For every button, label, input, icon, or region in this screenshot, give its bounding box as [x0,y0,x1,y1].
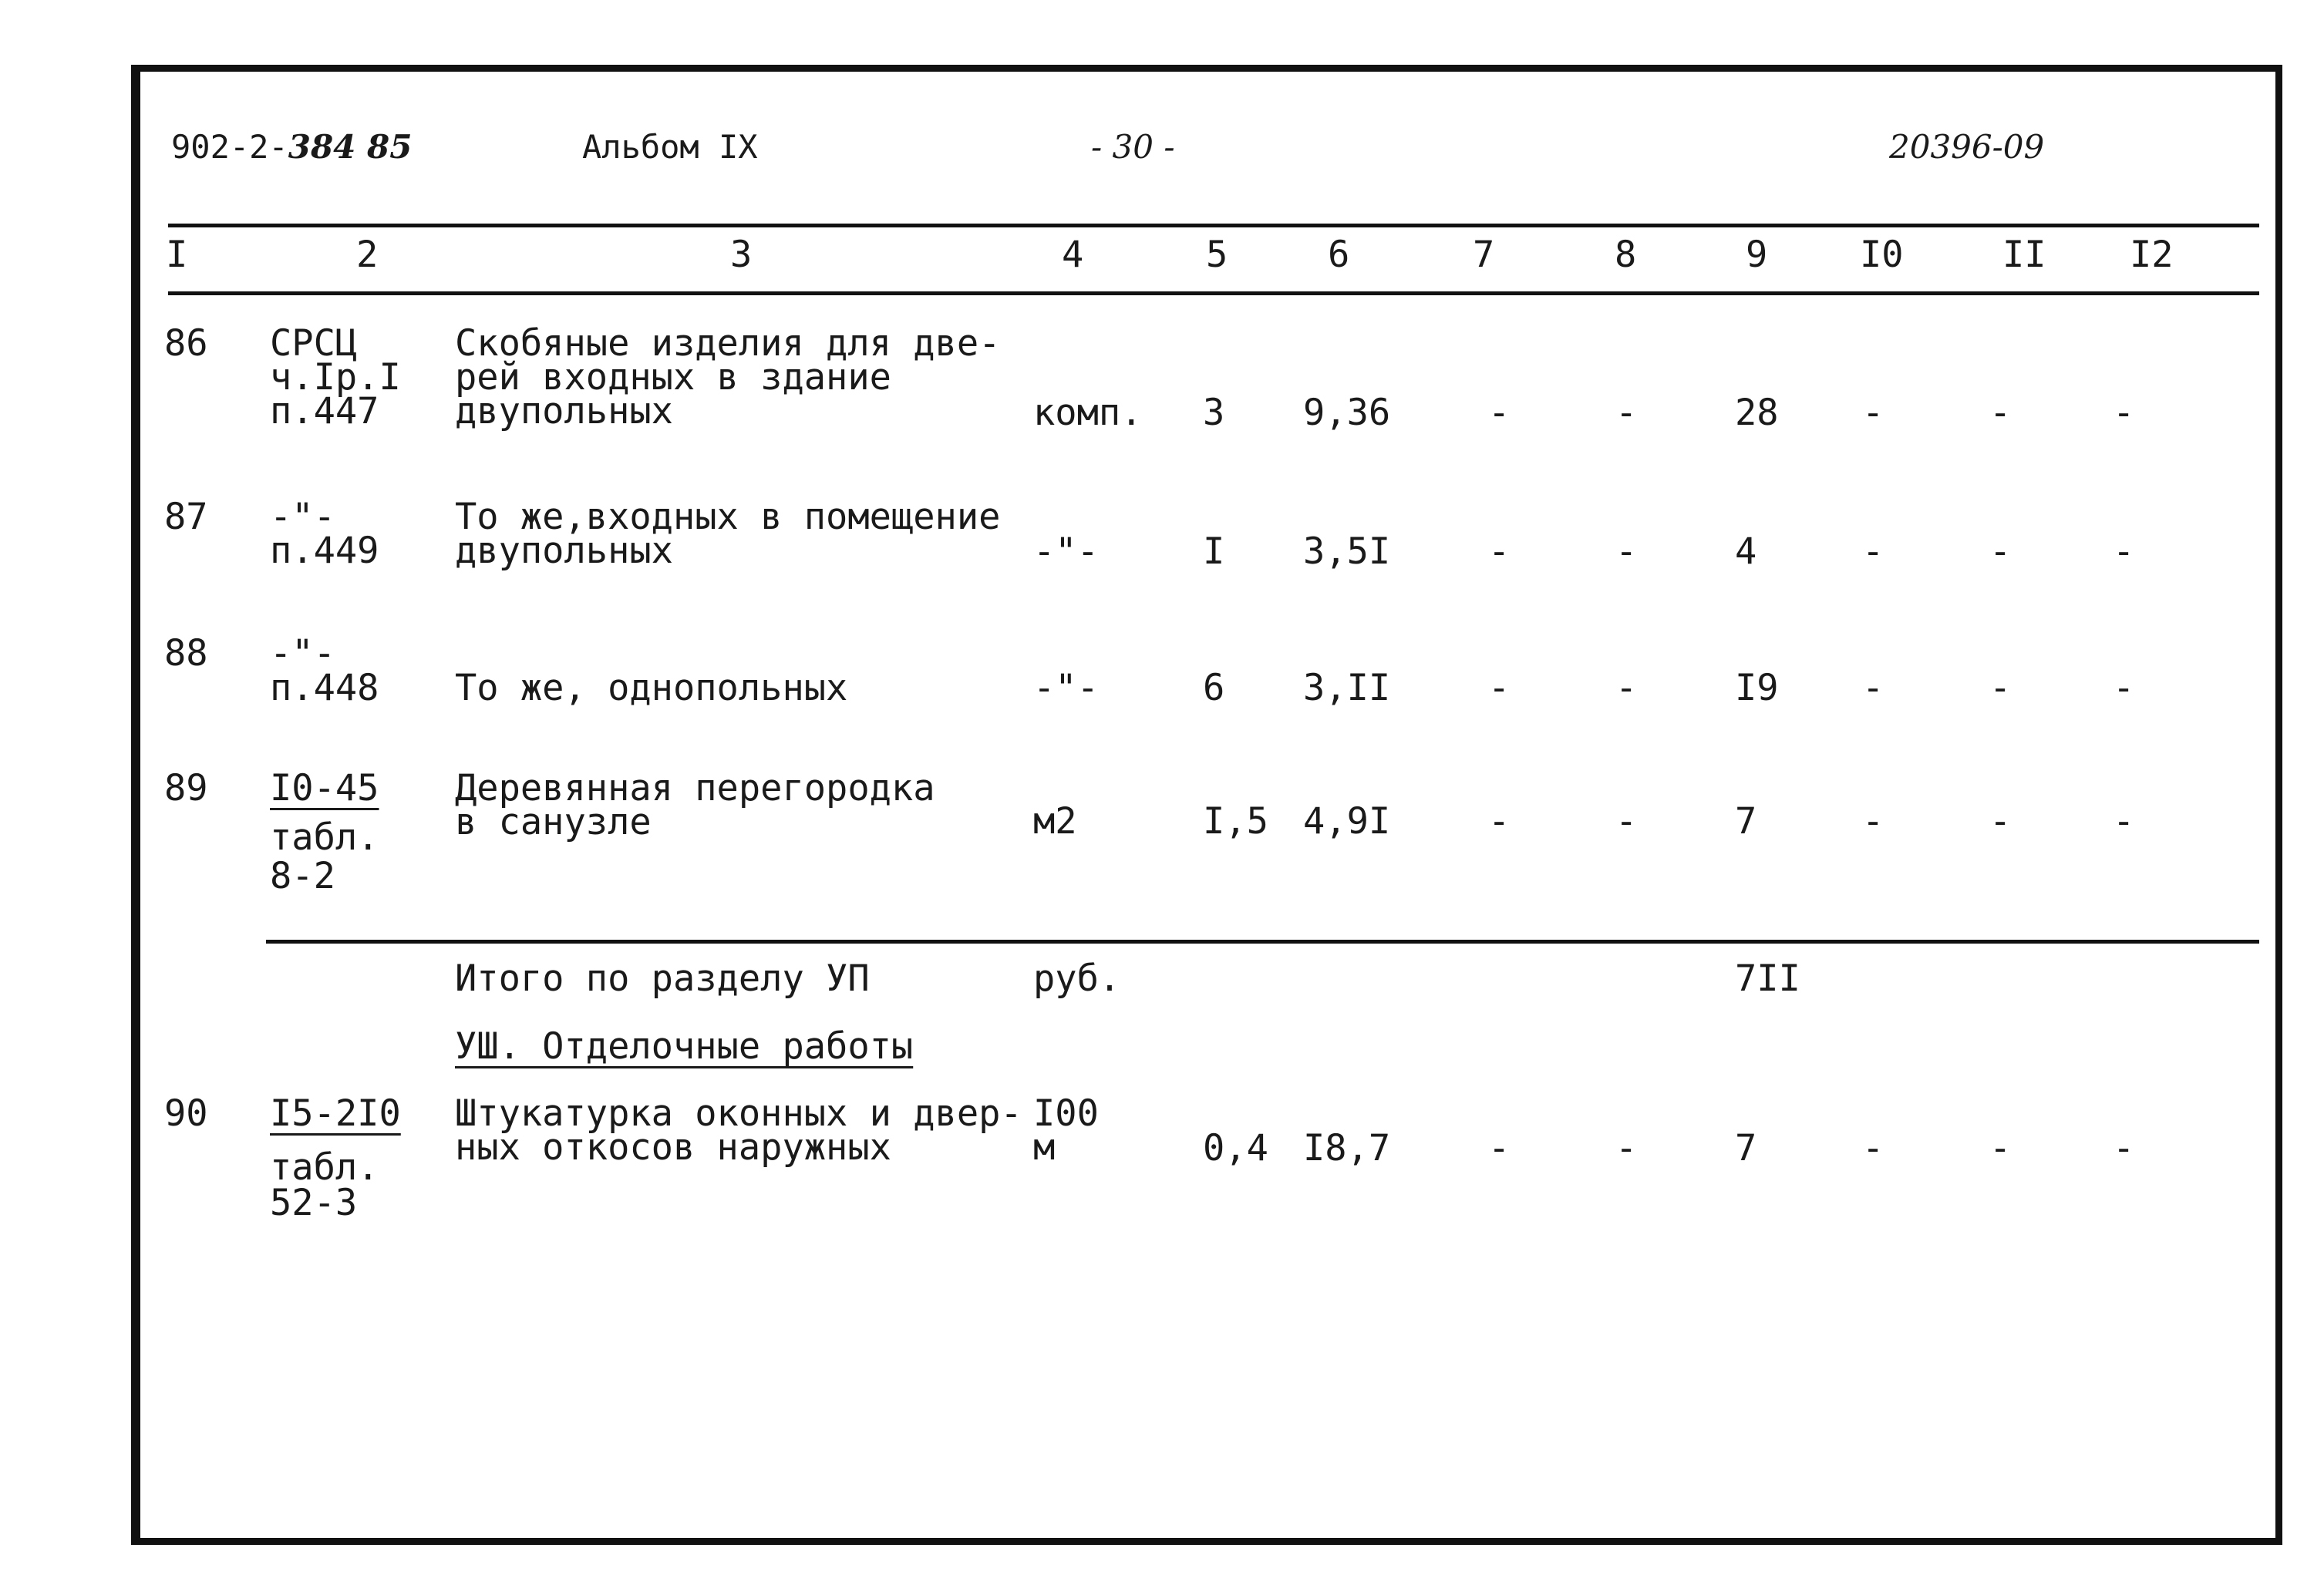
unit: м [1033,1126,1056,1169]
cell-c12: - [2113,667,2135,709]
reference-line: табл. [270,816,379,859]
cell-c10: - [1862,1127,1884,1169]
cell-c9: 7 [1735,800,1757,843]
column-header-11: II [2002,234,2046,276]
total-value: 7II [1735,957,1800,1000]
cell-c11: - [1989,530,2012,573]
cell-c7: - [1488,1127,1511,1169]
cell-c8: - [1615,667,1638,709]
reference-line: п.448 [270,667,379,709]
reference-line: I0-45 [270,767,379,809]
cell-c10: - [1862,667,1884,709]
description-line: Деревянная перегородка [455,767,935,809]
row-number: 89 [164,767,208,809]
cell-c9: I9 [1735,667,1779,709]
reference-line: п.449 [270,530,379,572]
unit: м2 [1033,800,1077,843]
description-line: То же,входных в помещение [455,496,1001,538]
cell-c10: - [1862,800,1884,843]
reference-line: п.447 [270,390,379,432]
column-header-7: 7 [1473,234,1495,276]
quantity: I,5 [1203,800,1268,843]
cell-c11: - [1989,1127,2012,1169]
cell-c10: - [1862,392,1884,434]
quantity: 0,4 [1203,1127,1268,1169]
cell-c11: - [1989,800,2012,843]
cell-c7: - [1488,530,1511,573]
price: 4,9I [1303,800,1391,843]
unit: I00 [1033,1092,1099,1135]
cell-c8: - [1615,800,1638,843]
album-label: Альбом IX [582,128,758,166]
cell-c11: - [1989,392,2012,434]
cell-c11: - [1989,667,2012,709]
column-header-6: 6 [1328,234,1350,276]
total-unit: руб. [1033,957,1121,1000]
cell-c8: - [1615,530,1638,573]
page-number: - 30 - [1091,128,1175,166]
description-line: в санузле [455,801,652,843]
row-number: 87 [164,496,208,538]
cell-c8: - [1615,1127,1638,1169]
cell-c7: - [1488,667,1511,709]
column-header-9: 9 [1746,234,1768,276]
series-number: 902-2-384 85 [171,128,413,166]
column-header-2: 2 [356,234,379,276]
description-line: Штукатурка оконных и двер- [455,1092,1022,1135]
reference-line: табл. [270,1146,379,1189]
cell-c12: - [2113,392,2135,434]
cell-c7: - [1488,800,1511,843]
price: 3,5I [1303,530,1391,573]
column-header-5: 5 [1206,234,1228,276]
reference-line: СРСЦ [270,322,358,365]
reference-line: -"- [270,496,335,538]
row-number: 90 [164,1092,208,1135]
header-top-rule [168,224,2259,227]
cell-c12: - [2113,1127,2135,1169]
description-line: Скобяные изделия для две- [455,322,1001,365]
section-title: УШ. Отделочные работы [455,1025,914,1068]
description-line: двупольных [455,390,673,432]
quantity: I [1203,530,1225,573]
unit: комп. [1033,392,1143,434]
description-line: рей входных в здание [455,356,891,399]
row-number: 86 [164,322,208,365]
document-number: 20396-09 [1889,128,2045,166]
column-header-1: I [166,234,188,276]
column-header-12: I2 [2130,234,2174,276]
cell-c8: - [1615,392,1638,434]
column-header-8: 8 [1615,234,1637,276]
cell-c7: - [1488,392,1511,434]
description-line: То же, однопольных [455,667,848,709]
reference-line: ч.Iр.I [270,356,401,399]
quantity: 3 [1203,392,1225,434]
reference-line: I5-2I0 [270,1092,401,1135]
unit: -"- [1033,530,1099,573]
cell-c12: - [2113,800,2135,843]
unit: -"- [1033,667,1099,709]
cell-c12: - [2113,530,2135,573]
price: 9,36 [1303,392,1391,434]
quantity: 6 [1203,667,1225,709]
cell-c9: 7 [1735,1127,1757,1169]
reference-line: 52-3 [270,1182,358,1224]
column-header-4: 4 [1062,234,1084,276]
header-bottom-rule [168,291,2259,295]
description-line: ных откосов наружных [455,1126,891,1169]
cell-c10: - [1862,530,1884,573]
row-number: 88 [164,632,208,675]
column-header-10: I0 [1860,234,1904,276]
cell-c9: 28 [1735,392,1779,434]
cell-c9: 4 [1735,530,1757,573]
price: I8,7 [1303,1127,1391,1169]
description-line: двупольных [455,530,673,572]
price: 3,II [1303,667,1391,709]
total-rule [266,940,2259,944]
total-label: Итого по разделу УП [455,957,870,1000]
reference-line: 8-2 [270,855,335,897]
reference-line: -"- [270,632,335,675]
column-header-3: 3 [730,234,753,276]
